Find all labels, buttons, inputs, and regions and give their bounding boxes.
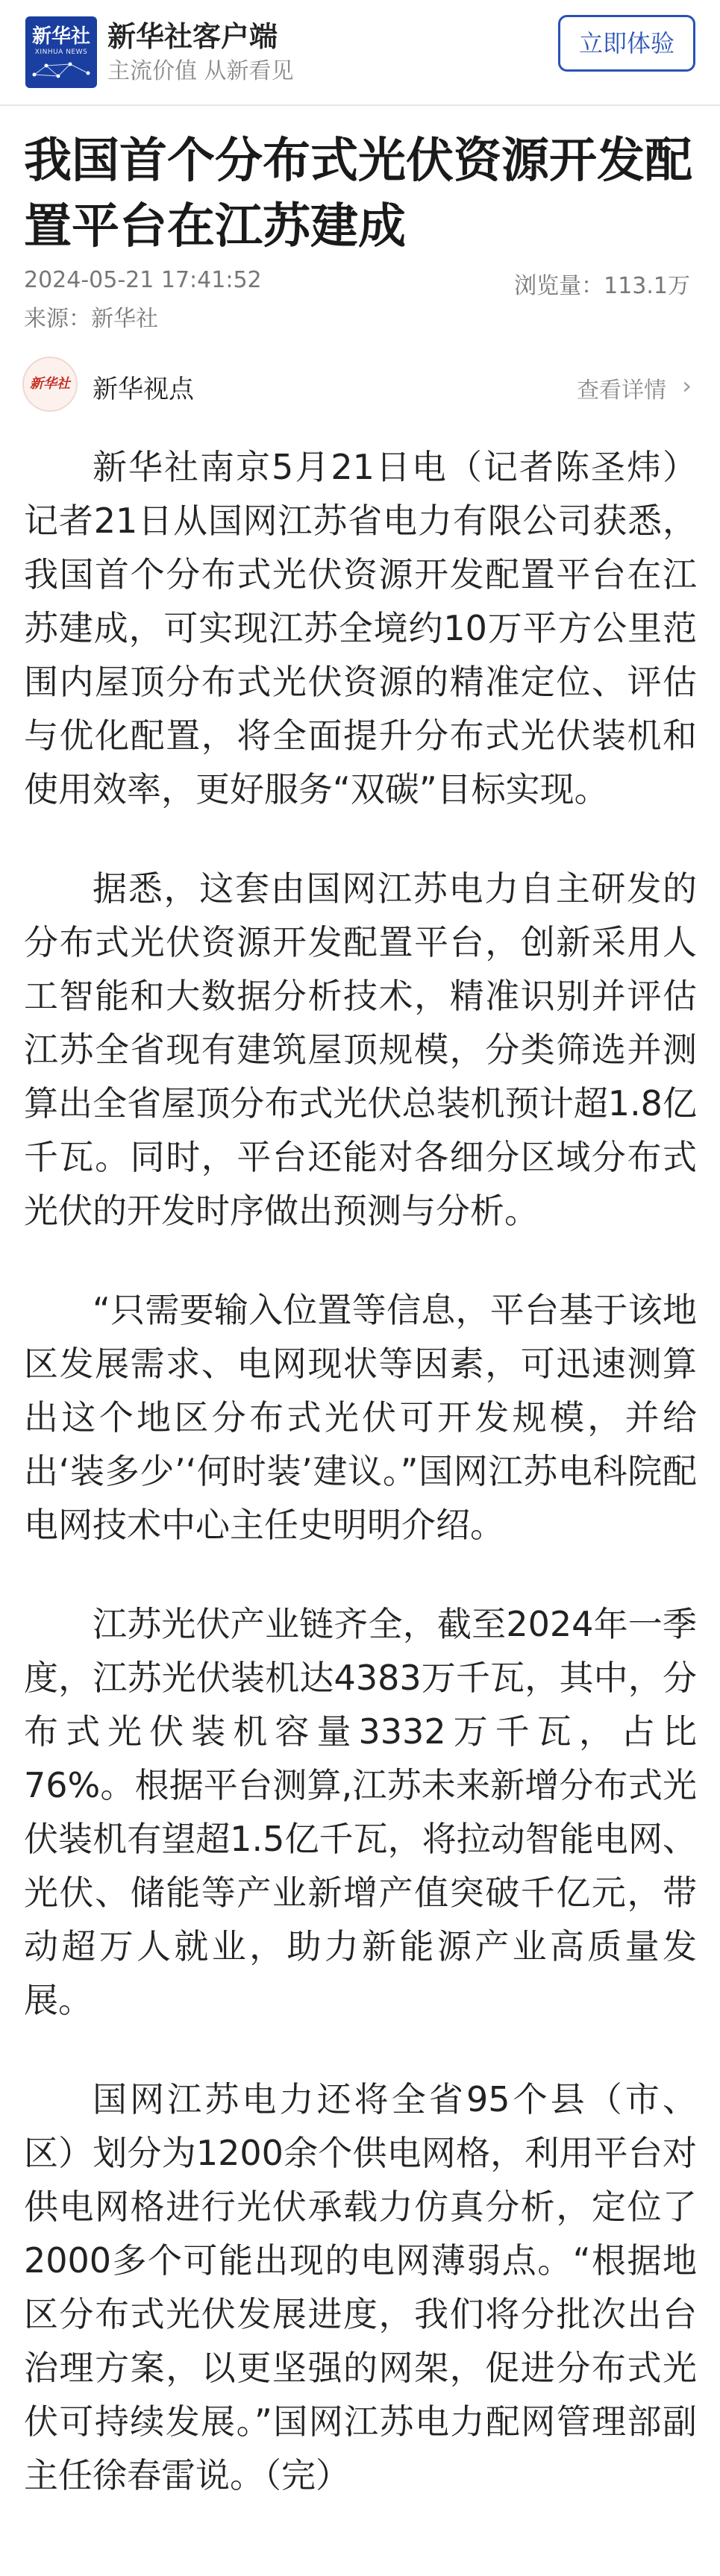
article-body (24, 440, 697, 2548)
channel-name[interactable]: 新华视点 (93, 375, 194, 404)
app-name: 新华社客户端 (107, 20, 278, 53)
network-dots-icon (31, 60, 91, 82)
try-now-button[interactable]: 立即体验 (558, 15, 695, 72)
article-paragraph: “只需要输入位置等信息，平台基于该地区发展需求、电网现状等因素，可迅速测算出这个地区分布式光伏可开发规模，并给出‘装多少’‘何时装’建议。”国网江苏电科院配电网技术中心主任史明明介绍。 (24, 1290, 697, 1545)
view-count: 浏览量：113.1万 (514, 273, 690, 299)
article-paragraph: 据悉，这套由国网江苏电力自主研发的分布式光伏资源开发配置平台，创新采用人工智能和大数据分析技术，精准识别并评估江苏全省现有建筑屋顶规模，分类筛选并测算出全省屋顶分布式光伏总装机预计超1.8亿千瓦。同时，平台还能对各细分区域分布式光伏的开发时序做出预测与分析。 (24, 868, 697, 1231)
app-banner (0, 0, 720, 106)
channel-avatar[interactable]: 新华社 (22, 357, 78, 412)
logo-subtext: XINHUA NEWS (34, 48, 88, 56)
article-paragraph: 国网江苏电力还将全省95个县（市、区）划分为1200余个供电网格，利用平台对供电网格进行光伏承载力仿真分析，定位了2000多个可能出现的电网薄弱点。“根据地区分布式光伏发展进度，我们将分批次出台治理方案，以更坚强的网架，促进分布式光伏可持续发展。”国网江苏电力配网管理部副主任徐春雷说。（完） (24, 2079, 697, 2495)
article-source: 来源：新华社 (24, 306, 158, 332)
chevron-right-icon[interactable]: › (682, 372, 692, 400)
article-paragraph: 新华社南京5月21日电（记者陈圣炜）记者21日从国网江苏省电力有限公司获悉，我国首个分布式光伏资源开发配置平台在江苏建成，可实现江苏全境约10万平方公里范围内屋顶分布式光伏资源的精准定位、评估与优化配置，将全面提升分布式光伏装机和使用效率，更好服务“双碳”目标实现。 (24, 447, 697, 809)
app-slogan: 主流价值 从新看见 (107, 58, 294, 84)
publish-datetime: 2024-05-21 17:41:52 (24, 267, 262, 293)
article-title: 我国首个分布式光伏资源开发配置平台在江苏建成 (24, 134, 692, 254)
view-details-link[interactable]: 查看详情 (577, 377, 666, 404)
xinhua-logo (25, 16, 97, 88)
article-paragraph: 江苏光伏产业链齐全，截至2024年一季度，江苏光伏装机达4383万千瓦，其中，分布式光伏装机容量3332万千瓦，占比76%。根据平台测算,江苏未来新增分布式光伏装机有望超1.5亿千瓦，将拉动智能电网、光伏、储能等产业新增产值突破千亿元，带动超万人就业，助力新能源产业高质量发展。 (24, 1604, 697, 2020)
logo-text: 新华社 (31, 25, 90, 48)
